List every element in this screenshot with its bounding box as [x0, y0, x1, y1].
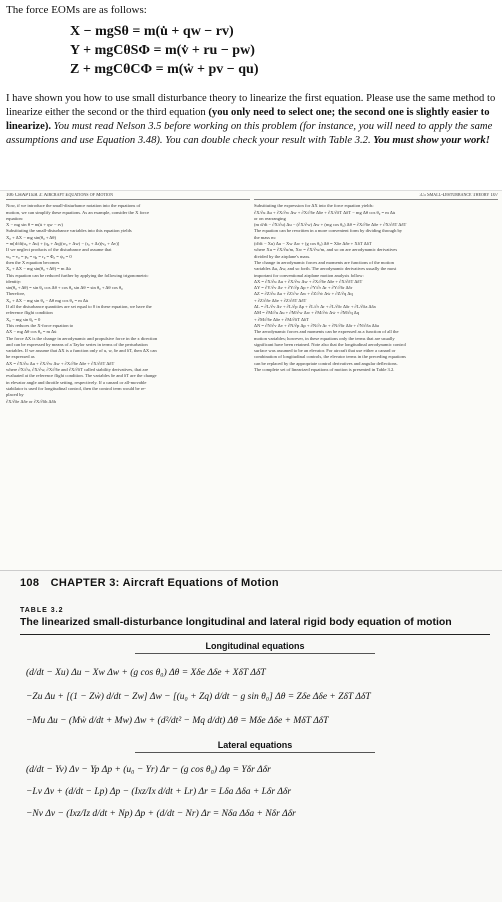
page-text-line: can be replaced by the appropriate control derivatives and angular deflections. — [254, 360, 398, 366]
page-text-line: This reduces the X-force equation to — [6, 322, 74, 328]
page-text-line: divided by the airplane's mass. — [254, 253, 311, 259]
intro-text: The force EOMs are as follows: — [6, 4, 147, 16]
longitudinal-equation: −Mu Δu − (Mẇ d/dt + Mw) Δw + (d²/dt² − Mq d/dt) Δθ = Mδe Δδe + MδT ΔδT — [26, 716, 329, 726]
page-text-line: ∂X/∂u Δu + ∂X/∂w Δw + ∂X/∂δe Δδe + ∂X/∂δT ΔδT − mg Δθ cos θ₀ = m Δu̇ — [254, 209, 396, 215]
page-text-line: motion variables; however, in these equations only the terms that are usually — [254, 335, 395, 341]
page-text-line: The force ΔX is the change in aerodynamic and propulsive force in the x direction — [6, 335, 158, 341]
page-text-line: If all the disturbance quantities are set equal to 0 in these equation, we have the — [6, 304, 152, 310]
assignment-text: I have shown you how to use small disturbance theory to linearize the first equation. Please use the same method to linearize either the second or the third equation — [6, 93, 496, 118]
table-scan-section — [0, 570, 502, 902]
page-text-line: combination of longitudinal controls, the elevator terms in the preceding equations — [254, 354, 406, 360]
page-text-line: This equation can be reduced further by applying the following trigonometric — [6, 272, 149, 278]
page-text-line: = m[d/dt(u₀ + Δu) + (q₀ + Δq)(w₀ + Δw) − (r₀ + Δr)(v₀ + Δv)] — [6, 241, 120, 247]
page-text-line: (m d/dt − ∂X/∂u) Δu − (∂X/∂w) Δw + (mg cos θ₀) Δθ = ∂X/∂δe Δδe + ∂X/∂δT ΔδT — [254, 222, 407, 228]
force-eom-block — [70, 22, 450, 79]
page-text-line: X − mg sin θ = m(u̇ + qw − rv) — [6, 222, 63, 228]
assignment-show-work: You must show your work! — [373, 135, 490, 146]
page-text-line: If we neglect products of the disturbance and assume that — [6, 247, 112, 253]
textbook-page-left — [6, 193, 250, 567]
page-text-line: X₀ + ΔX − mg sin θ₀ − Δθ mg cos θ₀ = m Δu̇ — [6, 297, 89, 303]
lateral-rule — [135, 752, 375, 753]
textbook-scan-section — [0, 190, 502, 571]
page-text-line: variables Δu, Δw, and so forth. The aerodynamic derivatives usually the most — [254, 266, 397, 272]
page-text-line: Now, if we introduce the small-disturbance notation into the equations of — [6, 203, 141, 209]
page-text-line: ΔX = ∂X/∂u Δu + ∂X/∂w Δw + ∂X/∂δe Δδe + ∂X/∂δT ΔδT — [6, 360, 115, 366]
page-body-right — [254, 203, 498, 373]
page-text-line: The equation can be rewritten in a more convenient form by dividing through by — [254, 228, 403, 234]
page-text-line: be expressed as — [6, 354, 35, 360]
assignment-emphasis: (you only need to select one; the second one is slightly easier to linearize). — [6, 107, 490, 132]
page-text-line: ΔY = ∂Y/∂v Δv + ∂Y/∂p Δp + ∂Y/∂r Δr + ∂Y/∂δr Δδr — [254, 285, 353, 291]
page-text-line: The change in aerodynamic forces and moments are functions of the motion — [254, 259, 394, 265]
textbook-page-right — [254, 193, 498, 567]
page-text-line: reference flight condition — [6, 310, 53, 316]
page-text-line: important for conventional airplane motion analysis follow: — [254, 272, 364, 278]
page-text-line: ΔM = ∂M/∂u Δu + ∂M/∂w Δw + ∂M/∂ẇ Δẇ + ∂M/∂q Δq — [254, 310, 360, 316]
page-text-line: identity: — [6, 278, 22, 284]
lateral-equation: −Nv Δv − (Ixz/Iz d/dt + Np) Δp + (d/dt − Nr) Δr = Nδa Δδa + Nδr Δδr — [26, 809, 296, 819]
page-text-line: ΔL = ∂L/∂v Δv + ∂L/∂p Δp + ∂L/∂r Δr + ∂L/∂δr Δδr + ∂L/∂δa Δδa — [254, 304, 376, 310]
page-text-line: The aerodynamic forces and moments can be expressed as a function of all the — [254, 329, 399, 335]
page-text-line: placed by — [6, 392, 24, 398]
page-text-line: evaluated at the reference flight condition. The variables δe and δT are the change — [6, 373, 157, 379]
page-text-line: or on rearranging — [254, 215, 286, 221]
page-number: 108 — [20, 577, 40, 589]
page-text-line: + ∂M/∂δe Δδe + ∂M/∂δT ΔδT — [254, 316, 309, 322]
page-text-line: variables. If we assume that ΔX is a function only of u, w, δe and δT, then ΔX can — [6, 348, 157, 354]
page-text-line: and can be expressed by means of a Taylor series in terms of the perturbation — [6, 341, 148, 347]
page-text-line: X₀ − mg sin θ₀ = 0 — [6, 316, 41, 322]
page-header-left: 106 CHAPTER 3: Aircraft Equations of Motion — [6, 193, 250, 200]
page-text-line: significant have been retained. Note also that the longitudinal aerodynamic control — [254, 341, 406, 347]
table-rule — [20, 634, 490, 635]
page-text-line: Therefore, — [6, 291, 26, 297]
force-eom-x: X − mgSθ = m(u̇ + qw − rv) — [70, 24, 234, 39]
page-header-right: 3.5 Small-Disturbance Theory 107 — [254, 193, 498, 200]
page-text-line: + ∂Z/∂δe Δδe + ∂Z/∂δT ΔδT — [254, 297, 307, 303]
page-text-line: ΔN = ∂N/∂v Δv + ∂N/∂p Δp + ∂N/∂r Δr + ∂N/∂δr Δδr + ∂N/∂δa Δδa — [254, 322, 379, 328]
page-text-line: w₀ = v₀ = p₀ = q₀ = r₀ = Φ₀ = ψ₀ = 0 — [6, 253, 72, 259]
page-body-left — [6, 203, 250, 405]
page-text-line: ΔZ = ∂Z/∂u Δu + ∂Z/∂w Δw + ∂Z/∂ẇ Δẇ + ∂Z/∂q Δq — [254, 291, 353, 297]
lateral-equation: (d/dt − Yv) Δv − Yp Δp + (u₀ − Yr) Δr − (g cos θ₀) Δφ = Yδr Δδr — [26, 765, 271, 775]
page-text-line: in elevator angle and throttle setting, respectively. If a canard or all-movable — [6, 379, 147, 385]
page-text-line: The complete set of linearized equations of motion is presented in Table 3.2. — [254, 367, 395, 373]
page-text-line: ∂X/∂δe Δδe or ∂X/∂δh Δδh — [6, 398, 56, 404]
page-text-line: then the X equation becomes — [6, 259, 60, 265]
page-text-line: where Xu = ∂X/∂u/m, Xw = ∂X/∂w/m, and so on are aerodynamic derivatives — [254, 247, 398, 253]
page-text-line: surface was assumed to be an elevator. For aircraft that use either a canard or — [254, 348, 396, 354]
longitudinal-heading: Longitudinal equations — [205, 641, 305, 651]
assignment-instructions: You must read Nelson 3.5 before working on this problem (for instance, you will need to apply the same assumptions and use Equation 3.48). You can double check your result with Table 3.2. — [6, 121, 493, 146]
force-eom-y: Y + mgCθSΦ = m(v̇ + ru − pw) — [70, 43, 255, 58]
page-text-line: stabilator is used for longitudinal control, then the control term would be re- — [6, 385, 146, 391]
assignment-section — [0, 0, 502, 190]
lateral-heading: Lateral equations — [217, 740, 293, 750]
page-text-line: sin(θ₀ + Δθ) = sin θ₀ cos Δθ + cos θ₀ sin Δθ = sin θ₀ + Δθ cos θ₀ — [6, 285, 123, 291]
longitudinal-rule — [135, 653, 375, 654]
page-text-line: ΔX − mg Δθ cos θ₀ = m Δu̇ — [6, 329, 57, 335]
longitudinal-equation: −Zu Δu + [(1 − Zẇ) d/dt − Zw] Δw − [(u₀ + Zq) d/dt − g sin θ₀] Δθ = Zδe Δδe + ZδT ΔδT — [26, 692, 371, 702]
page-text-line: where ∂X/∂u, ∂X/∂w, ∂X/∂δe and ∂X/∂δT called stability derivatives, that are — [6, 367, 149, 373]
lateral-equation: −Lv Δv + (d/dt − Lp) Δp − (Ixz/Ix d/dt + Lr) Δr = Lδa Δδa + Lδr Δδr — [26, 787, 292, 797]
page-text-line: motion, we can simplify these equations. As an example, consider the X force — [6, 209, 150, 215]
page-text-line: ΔX = ∂X/∂u Δu + ∂X/∂w Δw + ∂X/∂δe Δδe + ∂X/∂δT ΔδT — [254, 278, 363, 284]
page-text-line: X₀ + ΔX − mg sin(θ₀ + Δθ) = m Δu̇ — [6, 266, 71, 272]
table-label: TABLE 3.2 — [20, 607, 64, 614]
page-text-line: the mass m: — [254, 234, 276, 240]
page-text-line: (d/dt − Xu) Δu − Xw Δw + (g cos θ₀) Δθ = Xδe Δδe + XδT ΔδT — [254, 241, 372, 247]
page-text-line: Substituting the small-disturbance variables into this equation yields — [6, 228, 132, 234]
table-page — [20, 577, 490, 897]
chapter-header — [20, 577, 490, 589]
page-text-line: X₀ + ΔX − mg sin(θ₀ + Δθ) — [6, 234, 56, 240]
assignment-paragraph — [6, 92, 496, 148]
page-text-line: equation: — [6, 215, 24, 221]
page-text-line: Substituting the expression for ΔX into the force equation yields: — [254, 203, 374, 209]
table-title: The linearized small-disturbance longitudinal and lateral rigid body equation of motion — [20, 616, 452, 628]
longitudinal-equation: (d/dt − Xu) Δu − Xw Δw + (g cos θ₀) Δθ = Xδe Δδe + XδT ΔδT — [26, 668, 266, 678]
force-eom-z: Z + mgCθCΦ = m(ẇ + pv − qu) — [70, 62, 259, 77]
chapter-title: CHAPTER 3: Aircraft Equations of Motion — [50, 577, 279, 589]
